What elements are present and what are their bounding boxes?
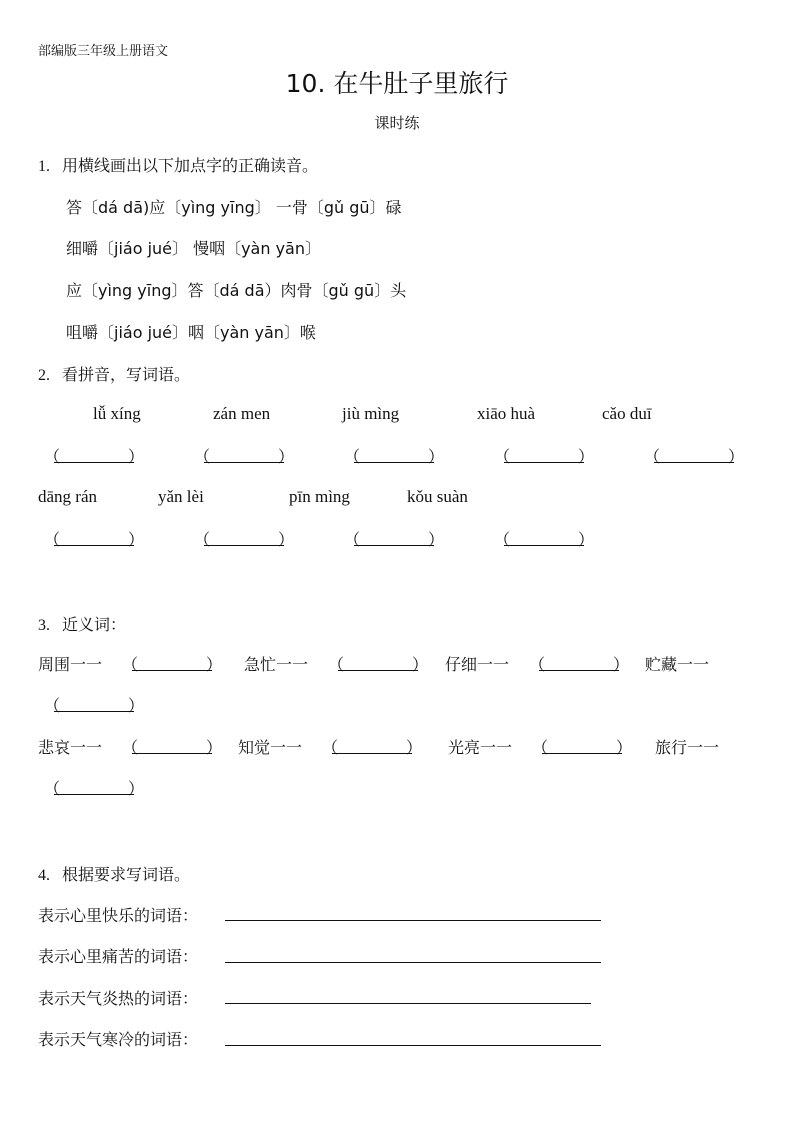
page-title: 10. 在牛肚子里旅行 [285,69,509,98]
synonym-word: 仔细一一 [445,655,510,674]
question-2 [38,362,190,385]
question-4-number: 4. [38,867,50,884]
q1-line-4: 咀嚼〔jiáo jué〕咽〔yàn yān〕喉 [66,323,316,342]
answer-blank[interactable]: （ ） [344,530,444,549]
q4-label: 表示心里快乐的词语： [38,906,199,925]
answer-blank[interactable]: （ ） [532,738,632,757]
answer-blank[interactable]: （ ） [322,738,422,757]
question-3 [38,612,126,635]
q1-line-3: 应〔yìng yīng〕答〔dá dā）肉骨〔gǔ gū〕头 [66,281,407,300]
synonym-word: 知觉一一 [238,738,303,757]
synonym-word: 周围一一 [38,655,103,674]
synonym-word: 急忙一一 [244,655,309,674]
question-4-prompt: 根据要求写词语。 [62,865,191,884]
answer-blank[interactable]: （ ） [494,530,594,549]
q4-label: 表示天气寒冷的词语： [38,1030,199,1049]
answer-blank[interactable]: （ ） [529,655,629,674]
answer-blank[interactable]: （ ） [122,738,222,757]
answer-blank[interactable]: （ ） [194,530,294,549]
question-1-number: 1. [38,158,50,175]
q4-answer-line[interactable] [225,1003,591,1004]
question-3-number: 3. [38,617,50,634]
answer-blank[interactable]: （ ） [644,447,744,466]
synonym-word: 光亮一一 [448,738,513,757]
question-2-number: 2. [38,367,50,384]
pinyin-item: zán men [213,404,271,423]
answer-blank[interactable]: （ ） [344,447,444,466]
question-1-prompt: 用横线画出以下加点字的正确读音。 [62,156,319,175]
answer-blank[interactable]: （ ） [494,447,594,466]
q4-label: 表示心里痛苦的词语： [38,947,199,966]
pinyin-item: kǒu suàn [407,487,468,506]
pinyin-item: lǚ xíng [93,404,141,423]
question-4 [38,862,190,885]
synonym-word: 贮藏一一 [645,655,710,674]
pinyin-item: xiāo huà [477,404,536,423]
page-subtitle: 课时练 [374,114,420,132]
q4-answer-line[interactable] [225,1045,601,1046]
synonym-word: 旅行一一 [655,738,720,757]
answer-blank[interactable]: （ ） [44,447,144,466]
question-1 [38,153,318,176]
q4-answer-line[interactable] [225,920,601,921]
question-3-prompt: 近义词： [62,615,127,634]
pinyin-item: cǎo duī [602,404,652,423]
synonym-word: 悲哀一一 [38,738,103,757]
answer-blank[interactable]: （ ） [328,655,428,674]
pinyin-item: jiù mìng [342,404,400,423]
pinyin-item: dāng rán [38,487,98,506]
q4-label: 表示天气炎热的词语： [38,989,199,1008]
answer-blank[interactable]: （ ） [122,655,222,674]
answer-blank[interactable]: （ ） [44,696,144,715]
q1-line-2: 细嚼〔jiáo jué〕 慢咽〔yàn yān〕 [66,239,322,258]
answer-blank[interactable]: （ ） [194,447,294,466]
answer-blank[interactable]: （ ） [44,779,144,798]
q4-answer-line[interactable] [225,962,601,963]
answer-blank[interactable]: （ ） [44,530,144,549]
pinyin-item: pīn mìng [289,487,350,506]
header-note: 部编版三年级上册语文 [38,44,169,59]
question-2-prompt: 看拼音，写词语。 [62,365,191,384]
pinyin-item: yǎn lèi [158,487,204,506]
q1-line-1: 答〔dá dā)应〔yìng yīng〕 一骨〔gǔ gū〕碌 [66,198,402,217]
